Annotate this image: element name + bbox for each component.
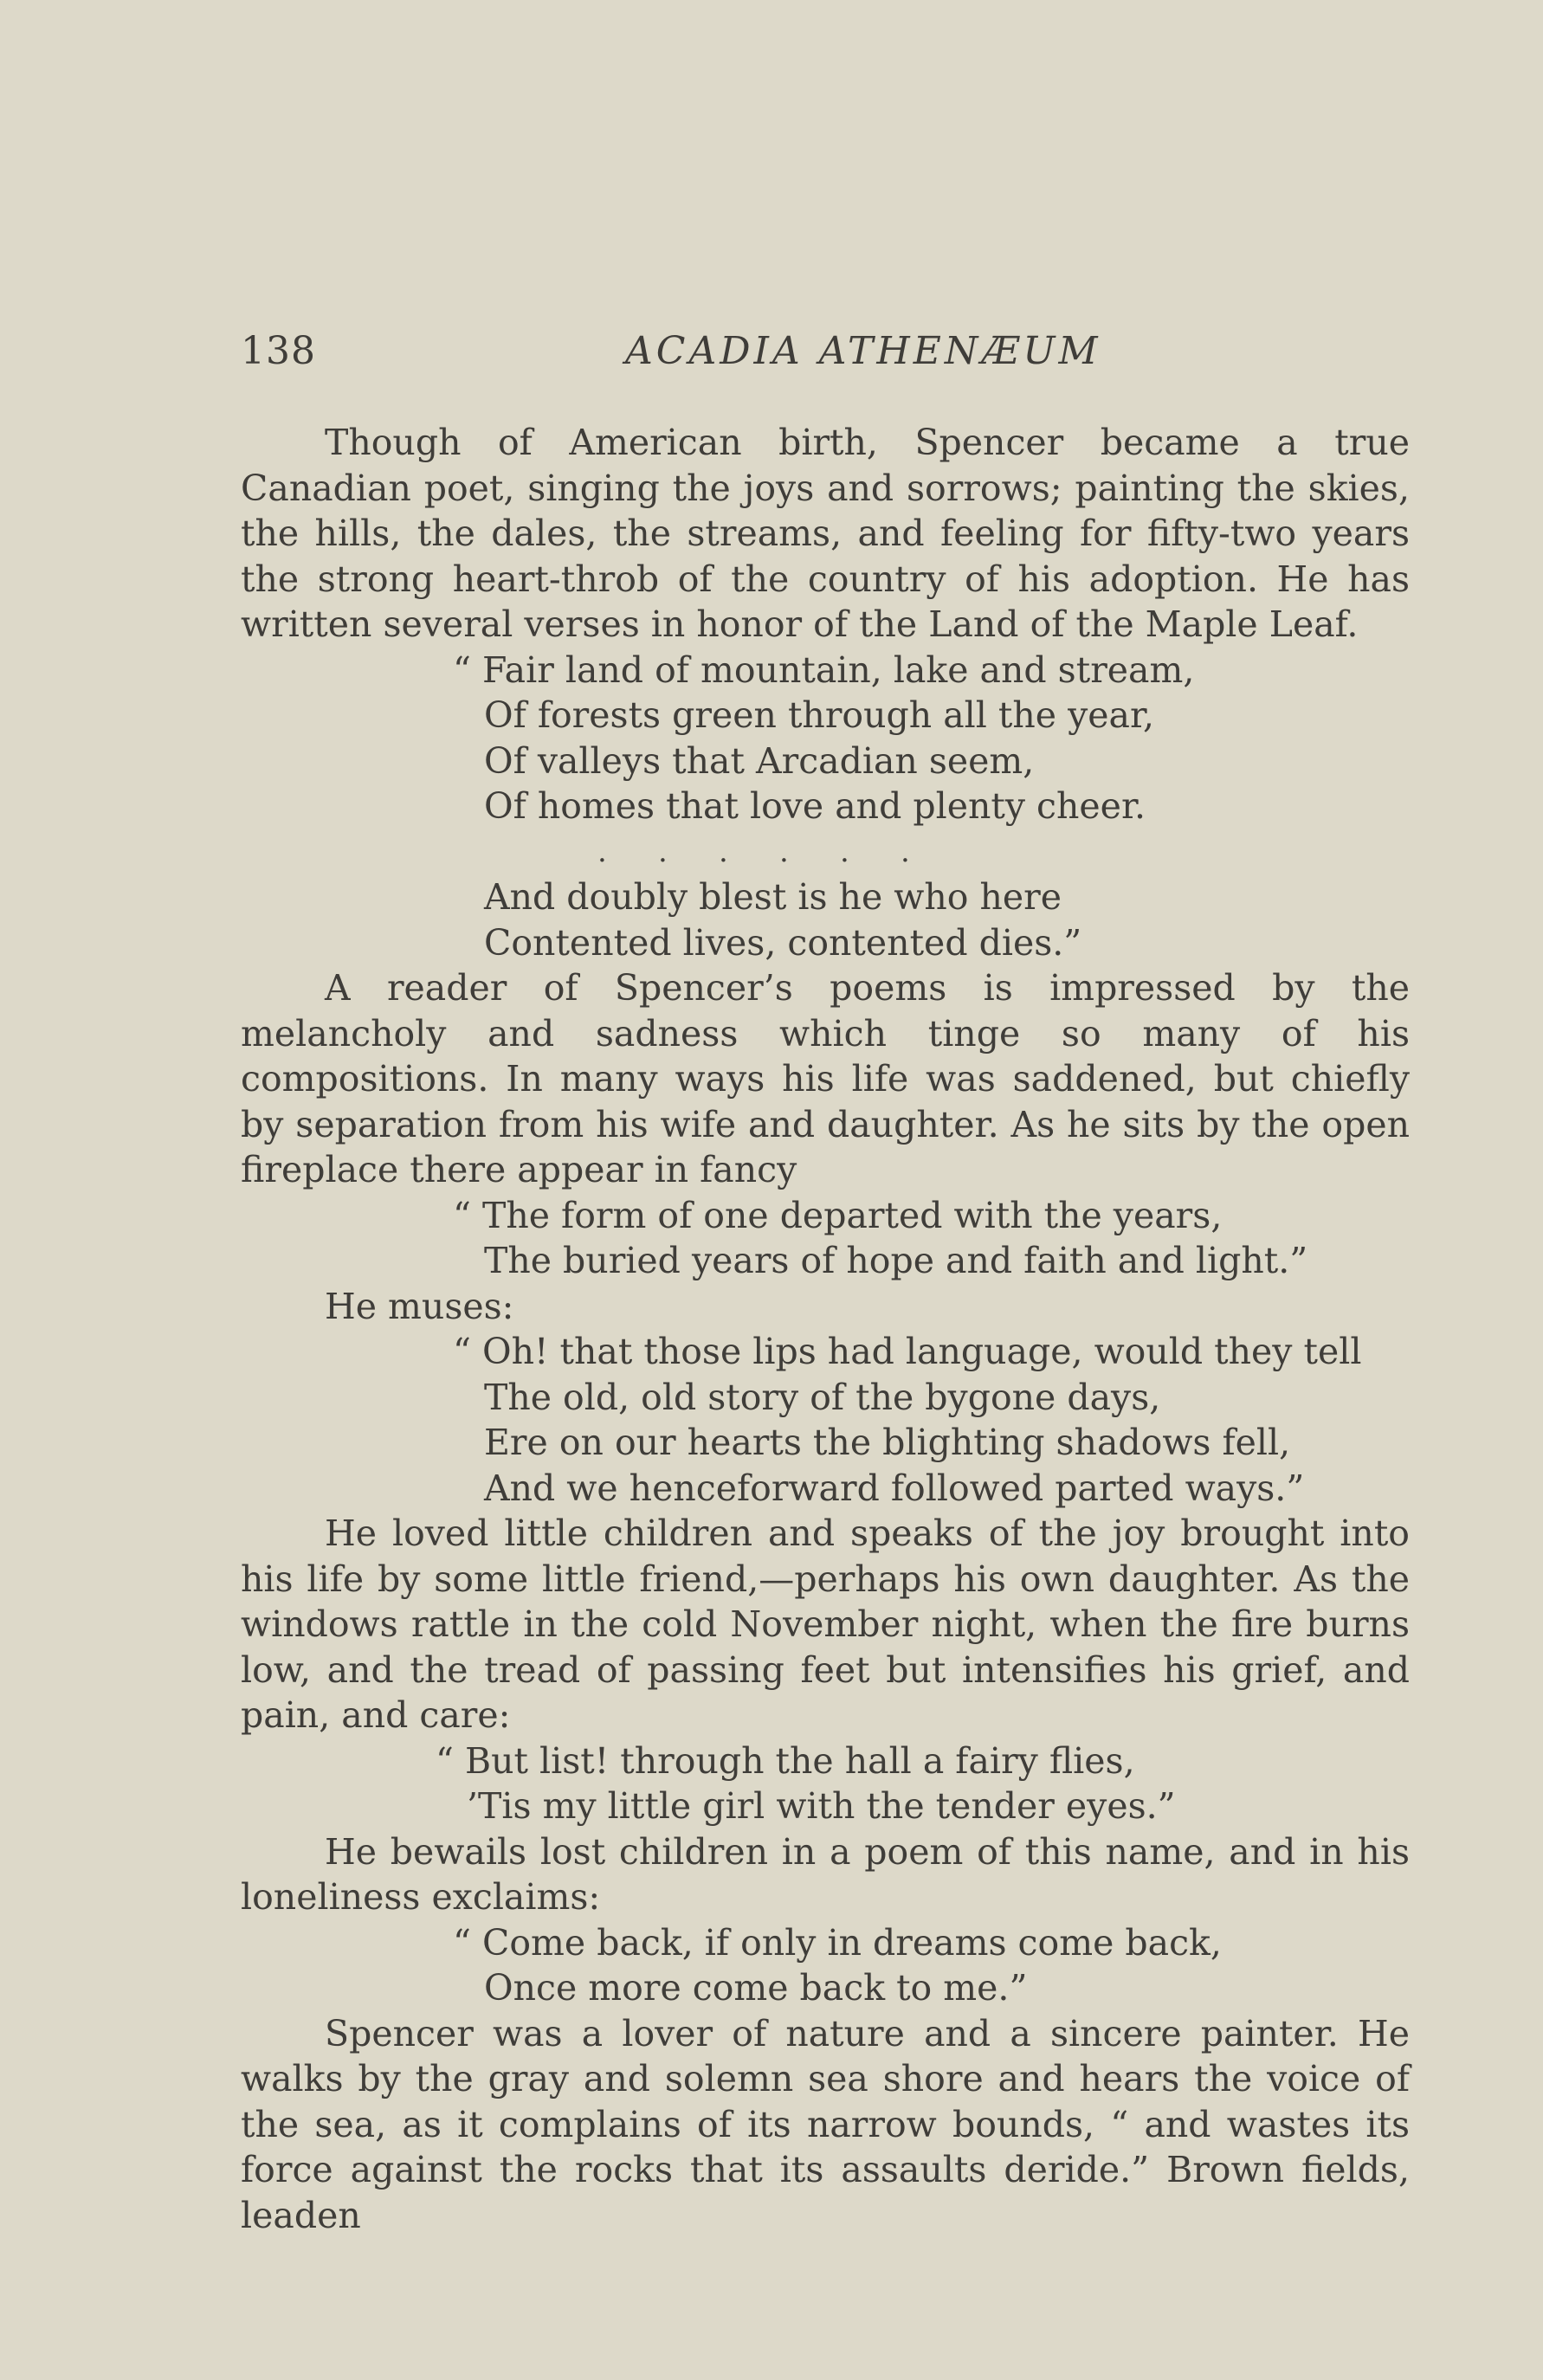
poem-stanza-4 bbox=[436, 1738, 1410, 1829]
poem-line: “ The form of one departed with the years, bbox=[453, 1194, 1223, 1236]
poem-line: And we henceforward followed parted ways.” bbox=[484, 1467, 1305, 1509]
ellipsis-dot: . bbox=[719, 834, 729, 869]
poem-line: The buried years of hope and faith and light.” bbox=[484, 1240, 1308, 1281]
poem-line: Of forests green through all the year, bbox=[484, 694, 1155, 736]
poem-line: Of homes that love and plenty cheer. bbox=[484, 785, 1146, 827]
poem-line: Contented lives, contented dies.” bbox=[484, 921, 1082, 964]
ellipsis-dot: . bbox=[658, 834, 668, 869]
poem-line: ’Tis my little girl with the tender eyes.” bbox=[467, 1785, 1176, 1827]
poem-stanza-3 bbox=[453, 1329, 1410, 1511]
ellipsis-dot: . bbox=[779, 834, 790, 869]
poem-stanza-2 bbox=[453, 1193, 1410, 1284]
poem-line: “ But list! through the hall a fairy flies, bbox=[436, 1739, 1135, 1782]
poem-line: “ Fair land of mountain, lake and stream, bbox=[453, 648, 1195, 691]
poem-stanza-1b bbox=[484, 874, 1410, 965]
ellipsis-dot: . bbox=[901, 834, 911, 869]
poem-line: The old, old story of the bygone days, bbox=[484, 1376, 1161, 1418]
poem-line: “ Come back, if only in dreams come back, bbox=[453, 1921, 1222, 1964]
paragraph-4: He bewails lost children in a poem of this name, and in his loneliness exclaims: bbox=[241, 1830, 1410, 1918]
page-number: 138 bbox=[241, 329, 316, 373]
ellipsis-dot: . bbox=[840, 834, 850, 869]
paragraph-5: Spencer was a lover of nature and a sincere painter. He walks by the gray and solemn sea shore and hears the voice of the sea, as it complains of its narrow bounds, “ and wastes its force against the rocks that its assaults deride.” Brown fields, leaden bbox=[241, 2012, 1410, 2236]
poem-line: Once more come back to me.” bbox=[484, 1967, 1028, 2009]
paragraph-2: A reader of Spencer’s poems is impressed by the melancholy and sadness which tinge so many of his compositions. In many ways his life was saddened, but chiefly by separation from his wife and daughter. As he sits by the open fireplace there appear in fancy bbox=[241, 967, 1410, 1190]
running-title: ACADIA ATHENÆUM bbox=[625, 329, 1101, 373]
paragraph-1: Though of American birth, Spencer became a true Canadian poet, singing the joys and sorrows; painting the skies, the hills, the dales, the streams, and feeling for fifty-two years the strong heart-throb of the country of his adoption. He has written several verses in honor of the Land of the Maple Leaf. bbox=[241, 422, 1410, 645]
poem-line: And doubly blest is he who here bbox=[484, 876, 1062, 918]
poem-line: Ere on our hearts the blighting shadows fell, bbox=[484, 1422, 1291, 1463]
ellipsis-dots bbox=[597, 829, 1410, 875]
poem-stanza-1 bbox=[453, 648, 1410, 829]
ellipsis-dot: . bbox=[597, 834, 608, 869]
article-body bbox=[241, 420, 1410, 2238]
paragraph-3: He loved little children and speaks of the joy brought into his life by some little friend,—perhaps his own daughter. As the windows rattle in the cold November night, when the fire burns low, and the tread of passing feet but intensifies his grief, and pain, and care: bbox=[241, 1512, 1410, 1736]
poem-line: Of valleys that Arcadian seem, bbox=[484, 739, 1035, 782]
page-header bbox=[241, 329, 1410, 381]
poem-line: “ Oh! that those lips had language, would they tell bbox=[453, 1331, 1362, 1372]
poem-stanza-5 bbox=[453, 1920, 1410, 2011]
line-he-muses: He muses: bbox=[325, 1285, 514, 1327]
